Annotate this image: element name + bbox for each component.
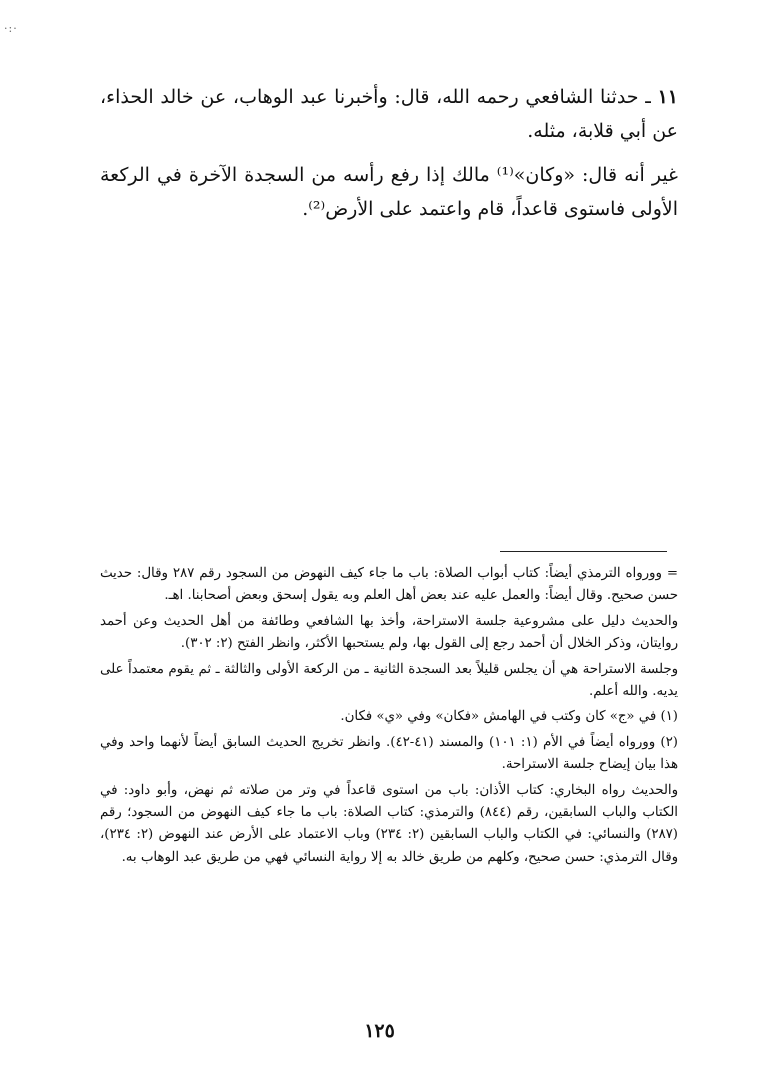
footnote-2-continuation: والحديث رواه البخاري: كتاب الأذان: باب من استوى قاعداً في وتر من صلاته ثم نهض، وأبو داود: في الكتاب والباب السابقين، رقم (٨٤٤) والترمذي: كتاب الصلاة: باب ما جاء كيف النهوض من السجود؛ رقم (٢٨٧) والنسائي: في الكتاب والباب السابقين (٢: ٢٣٤) وباب الاعتماد على الأرض عند النهوض (٢: ٢٣٤)، وقال الترمذي: حسن صحيح، وكلهم من طريق خالد به إلا رواية النسائي فهي من طريق عبد الوهاب به.	[100, 782, 678, 865]
hadith-variant-paragraph: غير أنه قال: «وكان»⁽¹⁾ مالك إذا رفع رأسه من السجدة الآخرة في الركعة الأولى فاستوى قاعداً، قام واعتمد على الأرض⁽²⁾.	[100, 164, 678, 220]
footnote-continuation: والحديث دليل على مشروعية جلسة الاستراحة، وأخذ بها الشافعي وطائفة من أهل الحديث وعن أحمد روايتان، وذكر الخلال أن أحمد رجع إلى القول بها، ولم يستحبها الأكثر، وانظر الفتح (٢: ٣٠٢).	[100, 613, 678, 652]
footnote-continuation: وجلسة الاستراحة هي أن يجلس قليلاً بعد السجدة الثانية ـ من الركعة الأولى والثالثة ـ ثم يقوم معتمداً على يديه. والله أعلم.	[100, 661, 678, 700]
footnote-separator	[500, 551, 667, 552]
hadith-number: ١١	[657, 86, 678, 108]
corner-mark: ·:·	[4, 22, 18, 35]
footnote-continuation: = وورواه الترمذي أيضاً: كتاب أبواب الصلاة: باب ما جاء كيف النهوض من السجود رقم ٢٨٧ وقال: حديث حسن صحيح. وقال أيضاً: والعمل عليه عند بعض أهل العلم وبه يقول إسحق وبعض أصحابنا. اهـ.	[100, 566, 678, 604]
hadith-text: ـ حدثنا الشافعي رحمه الله، قال: وأخبرنا عبد الوهاب، عن خالد الحذاء، عن أبي قلابة، مثله.	[100, 86, 678, 142]
footnote-1: (١) في «ج» كان وكتب في الهامش «فكان» وفي «ي» فكان.	[340, 709, 678, 725]
page-number: ١٢٥	[364, 1020, 395, 1042]
footnote-2: (٢) وورواه أيضاً في الأم (١: ١٠١) والمسند (٤١-٤٢). وانظر تخريج الحديث السابق أيضاً لأنهما واحد وفي هذا بيان إيضاح جلسة الاستراحة.	[100, 734, 678, 773]
hadith-paragraph	[100, 80, 678, 148]
footnotes	[100, 563, 678, 872]
main-text	[100, 80, 678, 236]
